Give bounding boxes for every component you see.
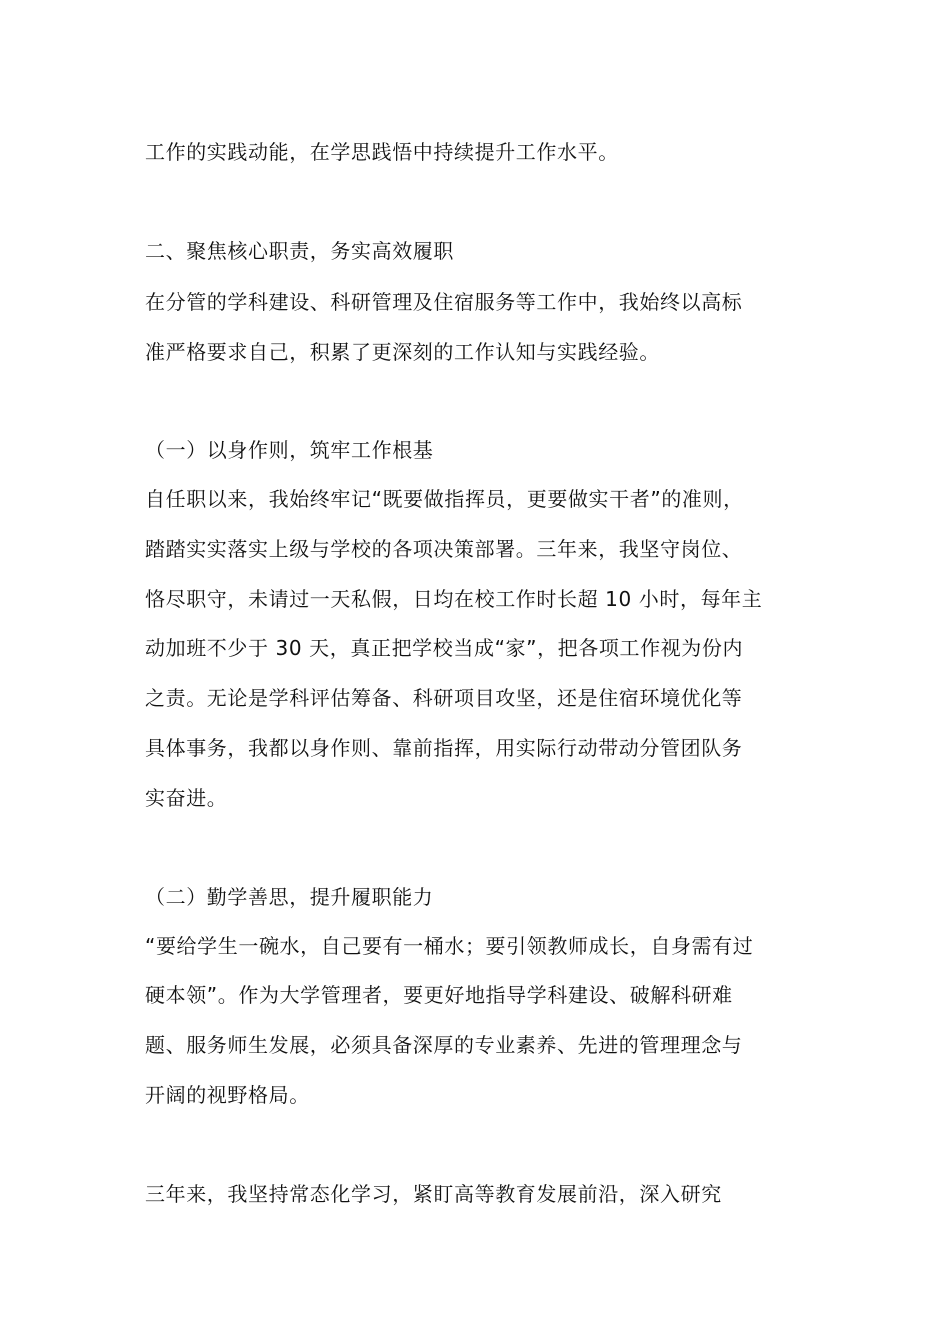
text-line: 之责。无论是学科评估筹备、科研项目攻坚，还是住宿环境优化等 — [145, 686, 743, 710]
text-line: 准严格要求自己，积累了更深刻的工作认知与实践经验。 — [145, 340, 660, 364]
text-line: 自任职以来，我始终牢记“既要做指挥员，更要做实干者”的准则， — [145, 487, 744, 511]
section-heading: 二、聚焦核心职责，务实高效履职 — [145, 239, 454, 263]
text-line: 恪尽职守，未请过一天私假，日均在校工作时长超 10 小时，每年主 — [145, 587, 763, 611]
text-line: 动加班不少于 30 天，真正把学校当成“家”，把各项工作视为份内 — [145, 636, 744, 660]
text-line: 工作的实践动能，在学思践悟中持续提升工作水平。 — [145, 140, 619, 164]
text-line: 开阔的视野格局。 — [145, 1083, 310, 1107]
subsection-heading: （二）勤学善思，提升履职能力 — [145, 885, 434, 909]
text-line: 硬本领”。作为大学管理者，要更好地指导学科建设、破解科研难 — [145, 983, 733, 1007]
text-line: 踏踏实实落实上级与学校的各项决策部署。三年来，我坚守岗位、 — [145, 537, 743, 561]
text-line: 具体事务，我都以身作则、靠前指挥，用实际行动带动分管团队务 — [145, 736, 743, 760]
text-line: 在分管的学科建设、科研管理及住宿服务等工作中，我始终以高标 — [145, 290, 743, 314]
subsection-heading: （一）以身作则，筑牢工作根基 — [145, 438, 434, 462]
text-line: 题、服务师生发展，必须具备深厚的专业素养、先进的管理理念与 — [145, 1033, 743, 1057]
text-line: 三年来，我坚持常态化学习，紧盯高等教育发展前沿，深入研究 — [145, 1182, 722, 1206]
text-line: 实奋进。 — [145, 786, 228, 810]
text-line: “要给学生一碗水，自己要有一桶水；要引领教师成长，自身需有过 — [145, 934, 754, 958]
